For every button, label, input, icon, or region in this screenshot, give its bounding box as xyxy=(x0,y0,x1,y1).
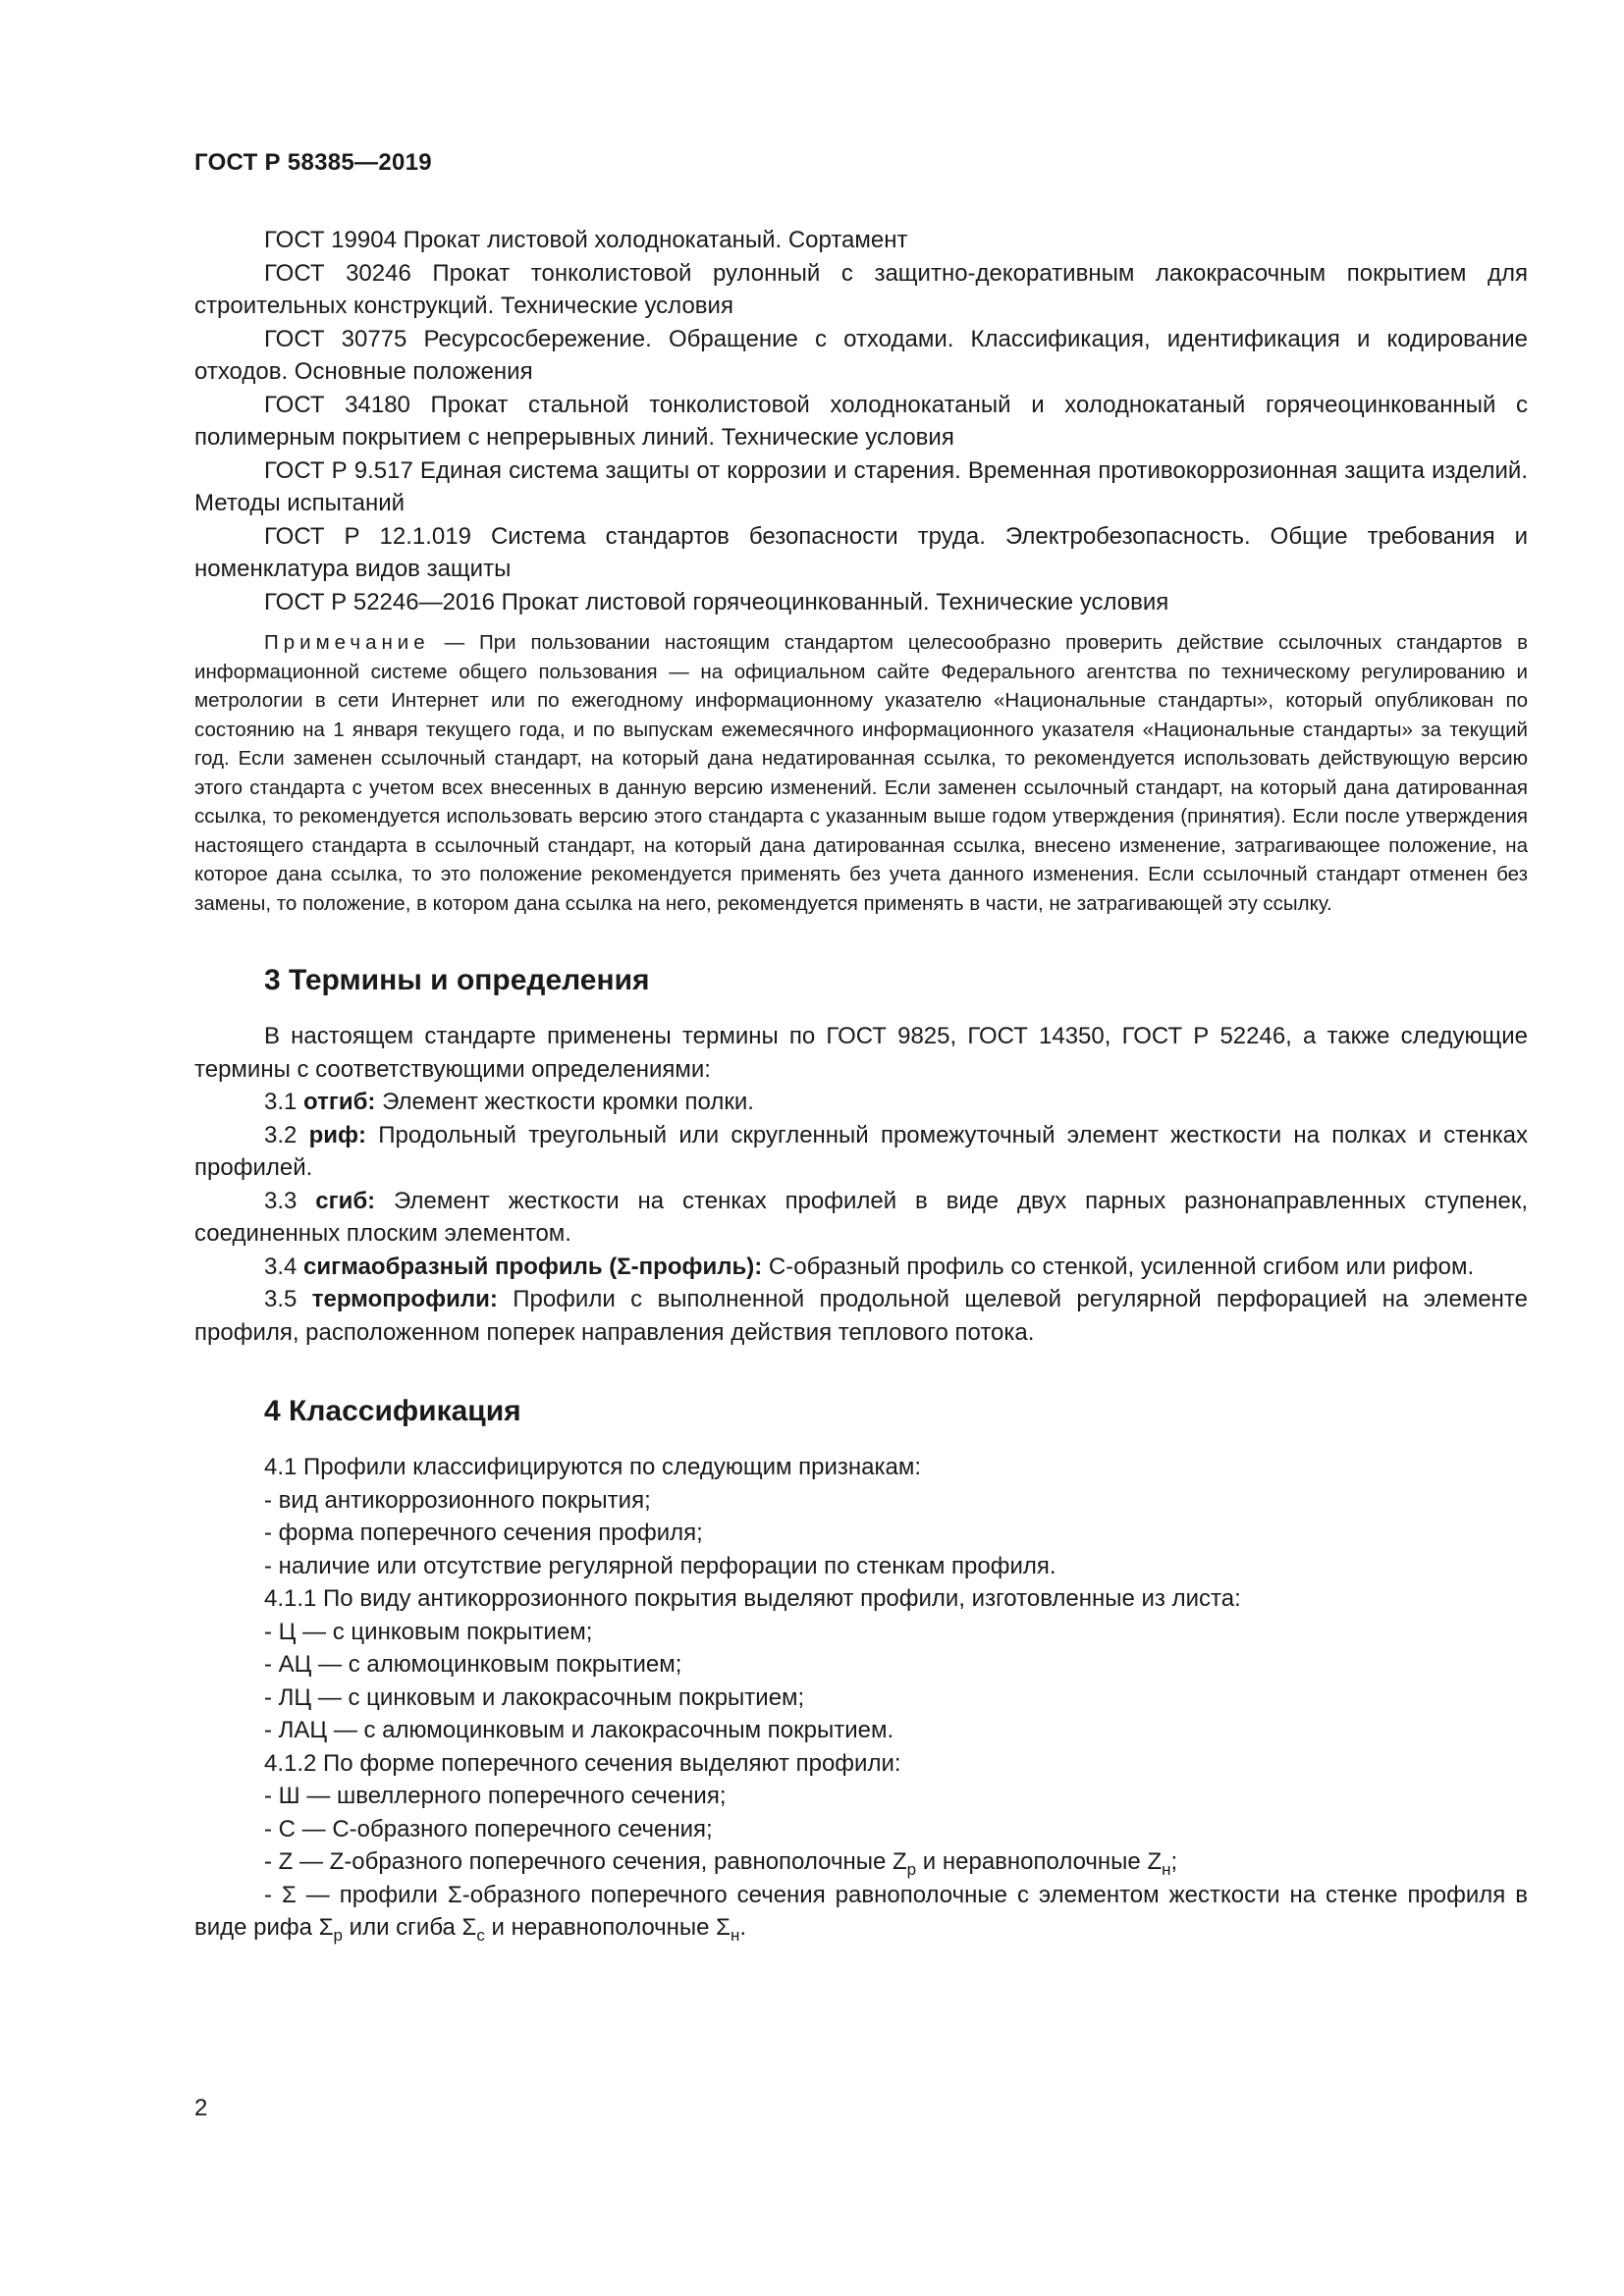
term-item xyxy=(194,1119,1528,1185)
section-4-title: 4 Классификация xyxy=(264,1395,521,1427)
term-item xyxy=(194,1251,1528,1284)
classification-line: 4.1.1 По виду антикоррозионного покрытия выделяют профили, изготовленные из листа: xyxy=(264,1585,1241,1612)
term-name: сигмаобразный профиль (Σ-профиль): xyxy=(303,1253,763,1280)
term-item xyxy=(194,1086,1528,1119)
ref-item: ГОСТ Р 9.517 Единая система защиты от коррозии и старения. Временная противокоррозионная защита изделий. Методы испытаний xyxy=(194,456,1528,516)
classification-line: - вид антикоррозионного покрытия; xyxy=(264,1486,651,1514)
classification-line: - ЛЦ — с цинковым и лакокрасочным покрытием; xyxy=(264,1683,805,1711)
term-number: 3.4 xyxy=(264,1253,304,1280)
classification-line: - С — С-образного поперечного сечения; xyxy=(264,1815,713,1842)
term-definition: Профили с выполненной продольной щелевой регулярной перфорацией на элементе профиля, расположенном поперек направления действия теплового потока. xyxy=(194,1286,1528,1346)
document-body xyxy=(194,224,1528,1945)
classification-line: - АЦ — с алюмоцинковым покрытием; xyxy=(264,1651,682,1678)
sigma-profile-line: - Σ — профили Σ-образного поперечного сечения равнополочные с элементом жесткости на стенке профиля в виде рифа $\Sigma_р$ или сгиба $\Sigma_с$ и неравнополочные $\Sigma_н$. xyxy=(194,1881,1528,1945)
term-number: 3.1 xyxy=(264,1089,304,1115)
term-number: 3.2 xyxy=(264,1121,309,1148)
classification-line: - ЛАЦ — с алюмоцинковым и лакокрасочным покрытием. xyxy=(264,1717,894,1743)
classification-line: 4.1 Профили классифицируются по следующим признакам: xyxy=(264,1454,922,1480)
term-item xyxy=(194,1283,1528,1349)
term-number: 3.3 xyxy=(264,1187,316,1214)
z-profile-line: - Z — Z-образного поперечного сечения, равнополочные $Z_р$ и неравнополочные $Z_н$; xyxy=(264,1848,1178,1879)
ref-item: ГОСТ 34180 Прокат стальной тонколистовой холоднокатаный и холоднокатаный горячеоцинкованный с полимерным покрытием с непрерывных линий. Технические условия xyxy=(194,391,1528,451)
classification-line: 4.1.2 По форме поперечного сечения выделяют профили: xyxy=(264,1749,901,1777)
note-paragraph xyxy=(194,628,1528,918)
term-definition: С-образный профиль со стенкой, усиленной сгибом или рифом. xyxy=(762,1253,1475,1280)
note-text: — При пользовании настоящим стандартом целесообразно проверить действие ссылочных стандартов в информационной системе общего пользования — на официальном сайте Федерального агентства по техническому регулированию и метрологии в сети Интернет или по ежегодному информационному указателю «Национальные стандарты», который опубликован по состоянию на 1 января текущего года, и по выпускам ежемесячного информационного указателя «Национальные стандарты» за текущий год. Если заменен ссылочный стандарт, на который дана недатированная ссылка, то рекомендуется использовать действующую версию этого стандарта с учетом всех внесенных в данную версию изменений. Если заменен ссылочный стандарт, на который дана датированная ссылка, то рекомендуется использовать версию этого стандарта с указанным выше годом утверждения (принятия). Если после утверждения настоящего стандарта в ссылочный стандарт, на который дана датированная ссылка, внесено изменение, затрагивающее положение, на которое дана ссылка, то это положение рекомендуется применять без учета данного изменения. Если ссылочный стандарт отменен без замены, то положение, в котором дана ссылка на него, рекомендуется применять в части, не затрагивающей эту ссылку. xyxy=(194,631,1528,915)
classification-line: - форма поперечного сечения профиля; xyxy=(264,1520,703,1546)
term-definition: Элемент жесткости кромки полки. xyxy=(375,1089,754,1115)
note-label: Примечание xyxy=(264,631,430,654)
ref-item: ГОСТ Р 52246—2016 Прокат листовой горячеоцинкованный. Технические условия xyxy=(264,588,1169,615)
term-name: сгиб: xyxy=(315,1187,376,1214)
classification-line: - Ц — с цинковым покрытием; xyxy=(264,1618,593,1645)
term-number: 3.5 xyxy=(264,1286,312,1312)
term-definition: Продольный треугольный или скругленный промежуточный элемент жесткости на полках и стенках профилей. xyxy=(194,1121,1529,1181)
classification-line: - наличие или отсутствие регулярной перфорации по стенкам профиля. xyxy=(264,1552,1056,1579)
term-name: отгиб: xyxy=(303,1089,376,1115)
ref-item: ГОСТ 30775 Ресурсосбережение. Обращение с отходами. Классификация, идентификация и кодирование отходов. Основные положения xyxy=(194,325,1528,385)
page-number: 2 xyxy=(194,2095,208,2121)
section-3-intro: В настоящем стандарте применены термины по ГОСТ 9825, ГОСТ 14350, ГОСТ Р 52246, а также следующие термины с соответствующими определениями: xyxy=(194,1023,1528,1083)
section-3-title: 3 Термины и определения xyxy=(264,964,650,996)
classification-line: - Ш — швеллерного поперечного сечения; xyxy=(264,1783,727,1809)
term-definition: Элемент жесткости на стенках профилей в виде двух парных разнонаправленных ступенек, соединенных плоским элементом. xyxy=(194,1187,1529,1247)
ref-item: ГОСТ 19904 Прокат листовой холоднокатаный. Сортамент xyxy=(264,227,908,253)
ref-item: ГОСТ 30246 Прокат тонколистовой рулонный с защитно-декоративным лакокрасочным покрытием для строительных конструкций. Технические условия xyxy=(194,259,1528,319)
standard-header: ГОСТ Р 58385—2019 xyxy=(194,149,432,176)
term-name: термопрофили: xyxy=(311,1286,498,1312)
term-name: риф: xyxy=(308,1121,367,1148)
term-item xyxy=(194,1185,1528,1251)
ref-item: ГОСТ Р 12.1.019 Система стандартов безопасности труда. Электробезопасность. Общие требования и номенклатура видов защиты xyxy=(194,522,1528,582)
